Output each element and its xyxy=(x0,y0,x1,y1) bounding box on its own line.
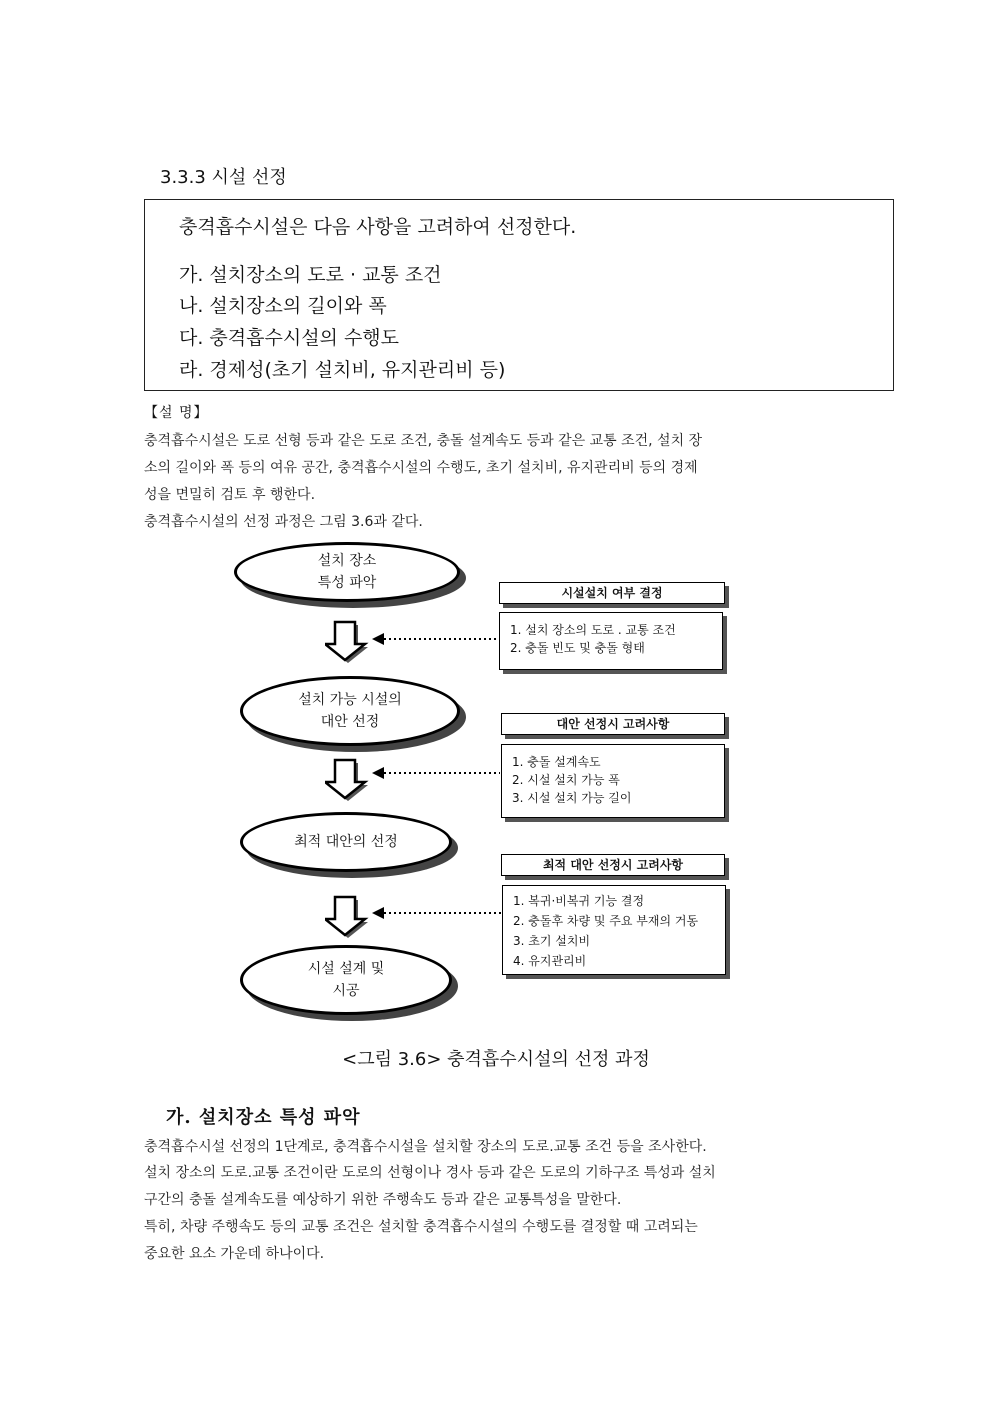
dotted-arrow-icon xyxy=(370,764,502,782)
subsection-heading: 가. 설치장소 특성 파악 xyxy=(166,1107,361,1128)
down-arrow-icon xyxy=(325,620,371,664)
criteria-item: 나. 설치장소의 길이와 폭 xyxy=(179,295,387,317)
dotted-arrow-icon xyxy=(370,904,504,922)
down-arrow-icon xyxy=(325,895,371,939)
explanation-line: 성을 면밀히 검토 후 행한다. xyxy=(144,487,316,503)
step-label: 최적 대안의 선정 xyxy=(294,834,398,850)
step-label: 시설 설계 및 xyxy=(307,961,385,977)
criteria-item: 다. 충격흡수시설의 수행도 xyxy=(179,327,400,349)
info-list xyxy=(499,612,723,670)
flow-step-3 xyxy=(240,812,452,872)
info-item: 4. 유지관리비 xyxy=(513,954,587,968)
info-title: 시설설치 여부 결정 xyxy=(499,582,725,604)
flow-step-1 xyxy=(234,542,460,602)
criteria-intro: 충격흡수시설은 다음 사항을 고려하여 선정한다. xyxy=(179,216,577,238)
info-title: 최적 대안 선정시 고려사항 xyxy=(501,854,725,876)
info-item: 2. 충돌 빈도 및 충돌 형태 xyxy=(510,641,645,655)
dotted-arrow-icon xyxy=(370,630,502,648)
criteria-box xyxy=(144,199,894,391)
step-label: 설치 가능 시설의 xyxy=(298,692,402,708)
subsection-line: 설치 장소의 도로.교통 조건이란 도로의 선형이나 경사 등과 같은 도로의 기하구조 특성과 설치 xyxy=(144,1165,716,1181)
info-item: 2. 시설 설치 가능 폭 xyxy=(512,773,620,787)
subsection-line: 충격흡수시설 선정의 1단계로, 충격흡수시설을 설치할 장소의 도로.교통 조건 등을 조사한다. xyxy=(144,1139,707,1155)
criteria-item: 가. 설치장소의 도로 · 교통 조건 xyxy=(179,264,442,286)
info-list xyxy=(502,885,726,975)
info-item: 1. 복귀·비복귀 기능 결정 xyxy=(513,894,645,908)
step-label: 설치 장소 xyxy=(317,553,377,569)
flow-step-2 xyxy=(240,676,460,746)
step-label: 시공 xyxy=(332,983,360,999)
figure-caption: <그림 3.6> 충격흡수시설의 선정 과정 xyxy=(342,1049,650,1070)
section-title: 3.3.3 시설 선정 xyxy=(160,167,287,188)
explanation-heading: 【설 명】 xyxy=(144,405,209,421)
info-title: 대안 선정시 고려사항 xyxy=(501,713,725,735)
info-item: 1. 설치 장소의 도로 . 교통 조건 xyxy=(510,623,676,637)
explanation-line: 소의 길이와 폭 등의 여유 공간, 충격흡수시설의 수행도, 초기 설치비, 유지관리비 등의 경제 xyxy=(144,460,698,476)
explanation-line: 충격흡수시설은 도로 선형 등과 같은 도로 조건, 충돌 설계속도 등과 같은 교통 조건, 설치 장 xyxy=(144,433,703,449)
criteria-item: 라. 경제성(초기 설치비, 유지관리비 등) xyxy=(179,359,506,381)
subsection-line: 특히, 차량 주행속도 등의 교통 조건은 설치할 충격흡수시설의 수행도를 결정할 때 고려되는 xyxy=(144,1219,698,1235)
explanation-line: 충격흡수시설의 선정 과정은 그림 3.6과 같다. xyxy=(144,514,423,530)
subsection-line: 중요한 요소 가운데 하나이다. xyxy=(144,1246,325,1262)
step-label: 특성 파악 xyxy=(317,575,377,591)
info-item: 2. 충돌후 차량 및 주요 부재의 거동 xyxy=(513,914,699,928)
info-item: 3. 초기 설치비 xyxy=(513,934,591,948)
info-item: 1. 충돌 설계속도 xyxy=(512,755,601,769)
step-label: 대안 선정 xyxy=(320,714,380,730)
flow-step-4 xyxy=(240,945,452,1015)
down-arrow-icon xyxy=(325,758,371,802)
info-list xyxy=(501,744,725,818)
subsection-line: 구간의 충돌 설계속도를 예상하기 위한 주행속도 등과 같은 교통특성을 말한다. xyxy=(144,1192,622,1208)
info-item: 3. 시설 설치 가능 길이 xyxy=(512,791,632,805)
